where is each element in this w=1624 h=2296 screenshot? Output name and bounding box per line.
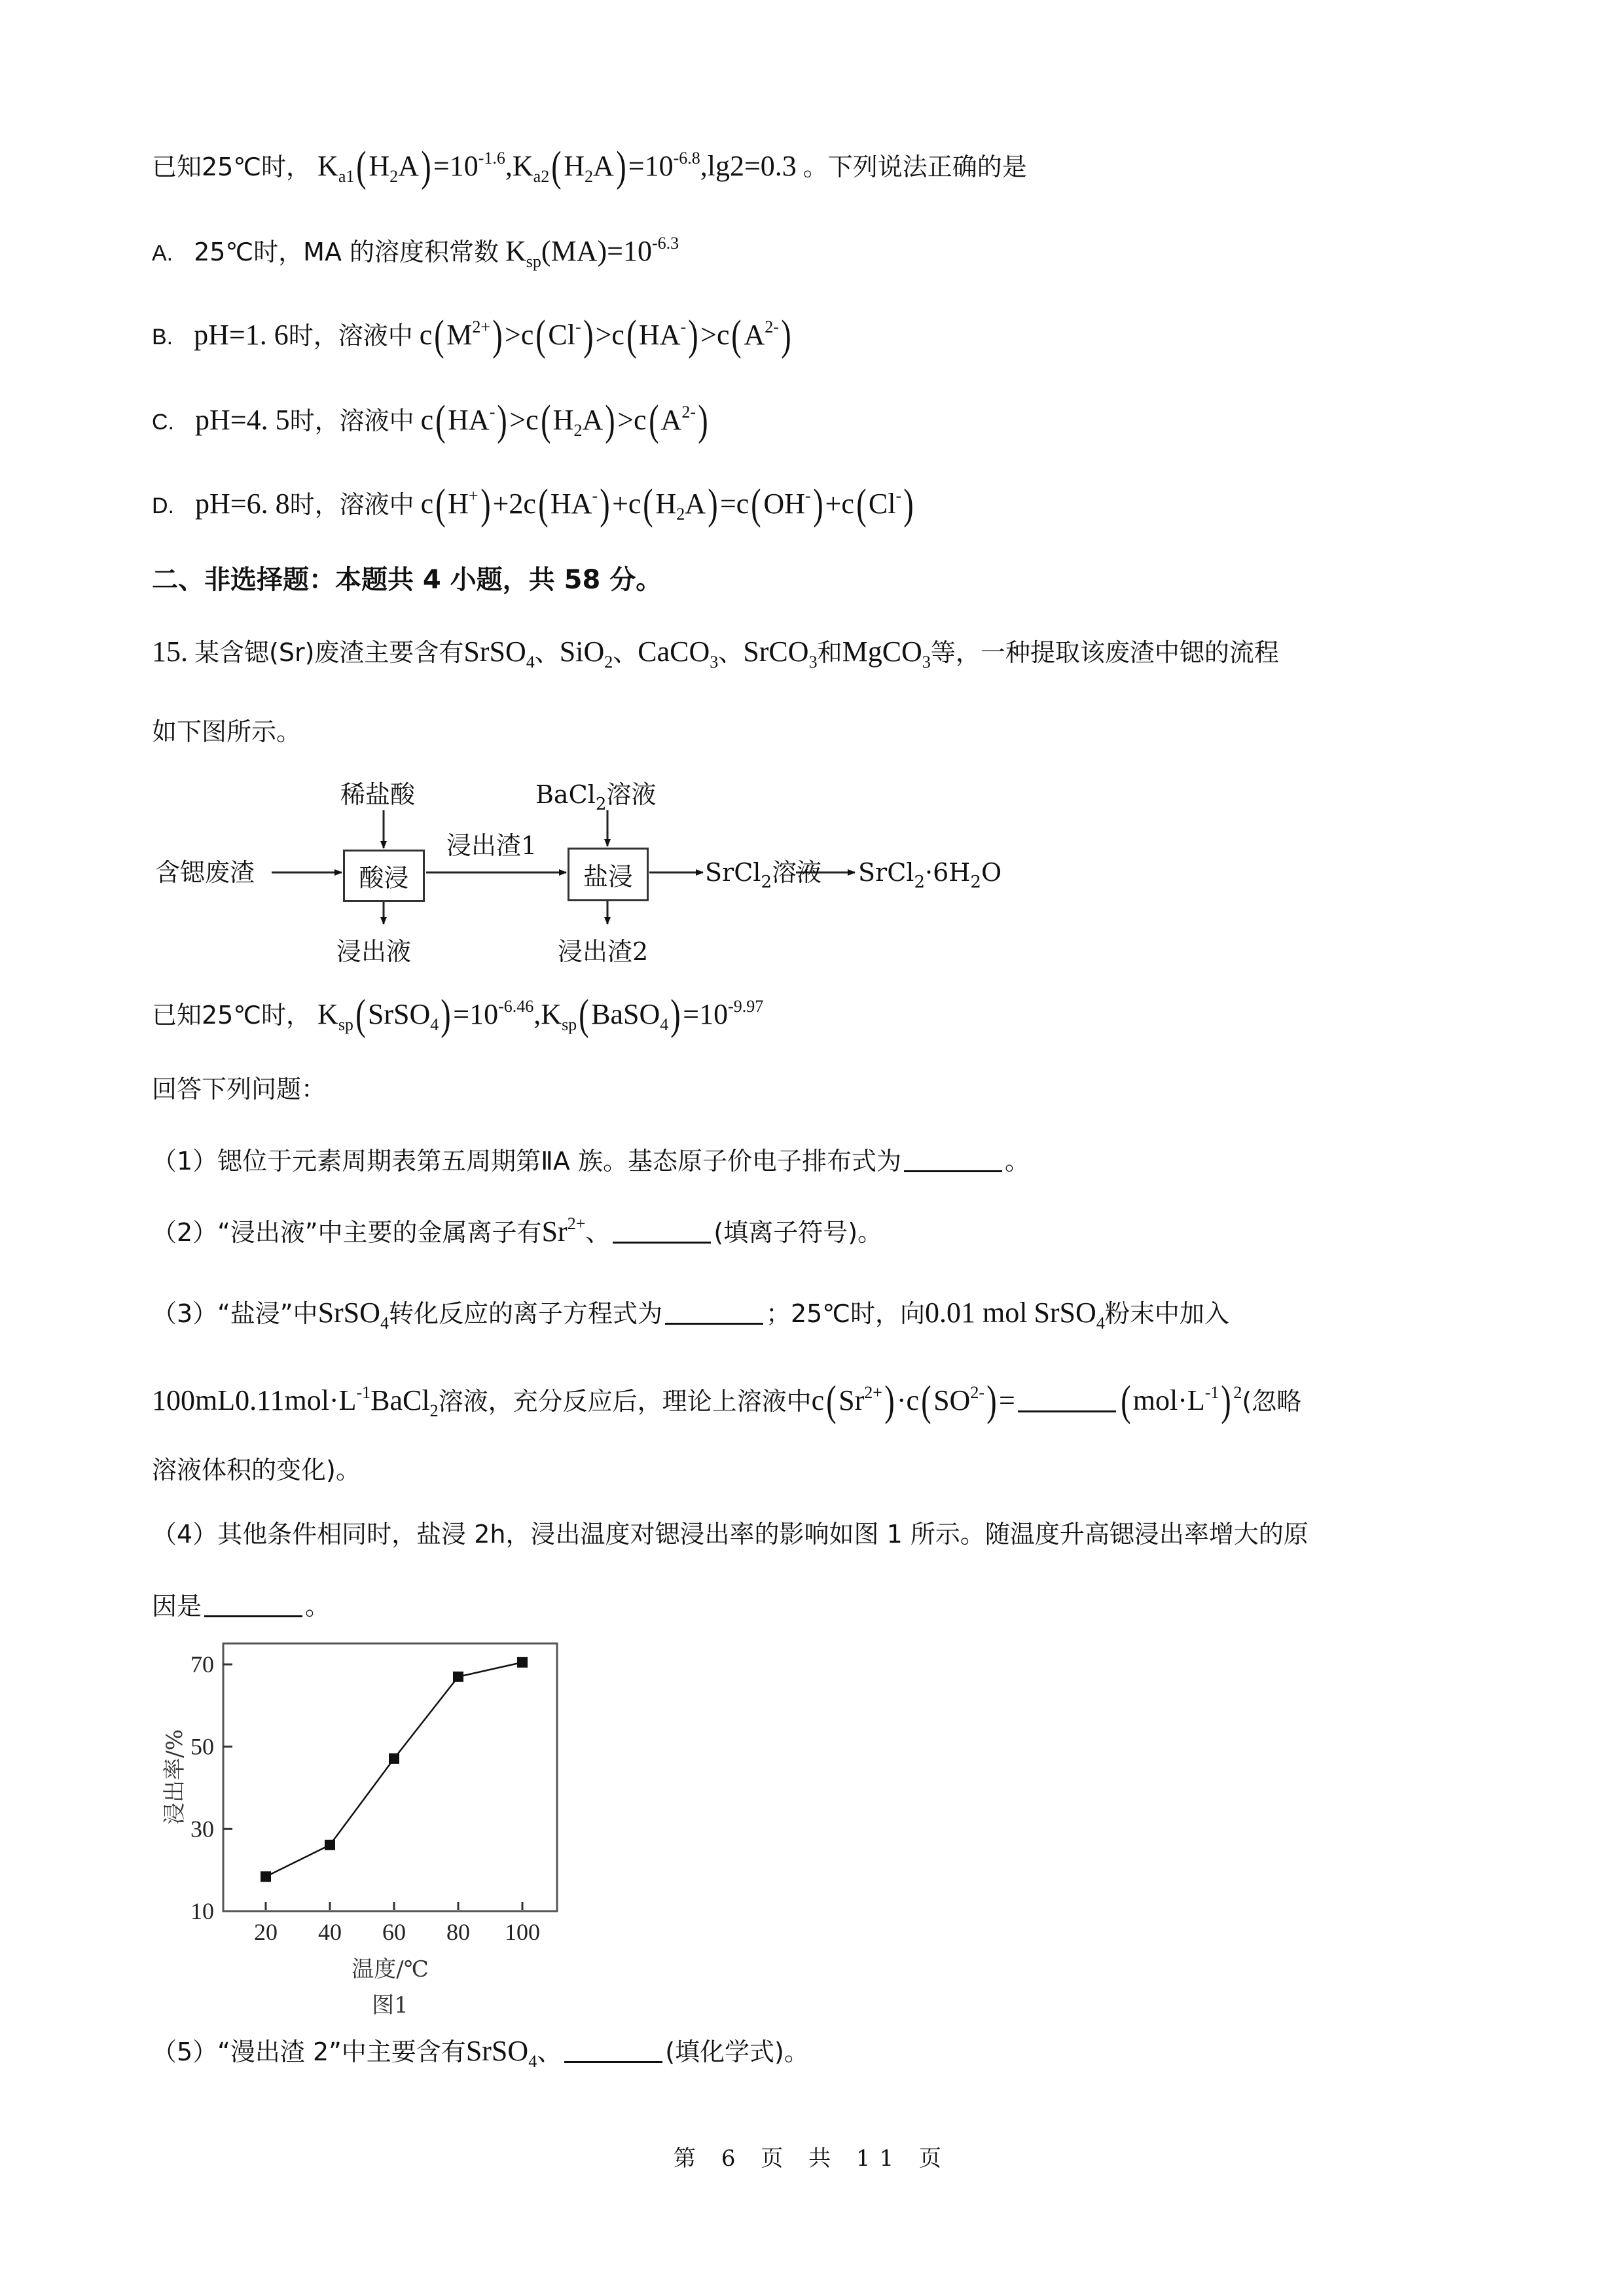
ph-value: pH=4. 5 [195,404,290,436]
ph-value: pH=6. 8 [195,488,290,520]
stem-text: 等，一种提取该废渣中锶的流程 [930,638,1279,667]
chart-frame [223,1643,557,1911]
punct: 、 [537,2037,562,2066]
answer-blank[interactable] [665,1297,763,1325]
data-point-marker [453,1672,463,1682]
option-text: 时，溶液中 [289,406,414,435]
x-tick-label: 20 [254,1919,278,1945]
known-ksp [152,991,764,1039]
x-tick-label: 40 [318,1919,342,1945]
sub-question-text: （5）“漫出渣 2”中主要含有 [152,2037,466,2066]
salt-leach-label: 盐浸 [583,862,633,891]
flow-residue1: 浸出渣1 [446,831,537,860]
sr-ion: $Sr^{2+}$ [541,1214,586,1247]
ka1-expr: $K_{a1}(H_2A)=10^{-1.6}$ [317,143,505,190]
sub-question-text: 溶液，充分反应后，理论上溶液中 [438,1387,812,1416]
x-tick-label: 100 [505,1919,540,1945]
x-axis-label: 温度/℃ [352,1956,429,1982]
option-d[interactable] [152,480,916,528]
flow-srcl2-solution: SrCl$_2$溶液 [705,858,821,892]
data-point-marker [325,1840,335,1850]
bacl2-solution: $100mL0.11mol\cdot L^{-1}BaCl_2$ [152,1383,439,1420]
known-prefix: 已知25℃时， [152,1001,312,1030]
leaching-rate-chart [151,1630,583,2022]
question-number: 15. [152,636,188,668]
punct: 。 [1004,1147,1030,1175]
y-tick-label: 70 [190,1651,214,1677]
option-c[interactable] [152,397,710,444]
formula-srso4: SrSO$_4$ [317,1297,389,1333]
q15-stem-line2: 如下图所示。 [152,717,302,746]
flow-product: $SrCl_2\cdot 6H_2O$ [858,858,1002,892]
sub-question-4-line2 [152,1587,330,1626]
sub-question-text: 粉末中加入 [1104,1299,1229,1328]
series-line [266,1662,522,1876]
option-b[interactable] [152,312,793,359]
option-letter: B. [152,325,173,350]
flow-leachate: 浸出液 [336,937,412,966]
formula-srso4: SrSO$_4$ [1034,1297,1105,1333]
unit-expr: $(mol\cdot L^{-1})$ $^2$ [1121,1377,1242,1425]
y-axis-ticks [190,1651,232,1924]
ksp-expr: $K_{sp}(SrSO_4)=10^{-6.46},K_{sp}(BaSO_4)=10^{-9.97}$ [317,991,764,1039]
answer-prompt: 回答下列问题： [152,1075,327,1103]
acid-leach-label: 酸浸 [359,863,409,893]
page-footer: 第 6 页 共 11 页 [674,2145,950,2172]
sub-question-2 [152,1212,882,1252]
question-intro [152,143,1027,190]
compound-list: SrSO$_4$、SiO$_2$、CaCO$_3$、SrCO$_3$和MgCO$_3$ [463,636,931,672]
salt-leach-box [568,848,649,901]
ksp-ma-expr: $K_{sp}(MA)=10^{-6.3}$ [505,234,679,271]
y-axis-label: 浸出率/% [162,1729,188,1825]
sub-question-3-line3: 溶液体积的变化)。 [152,1456,361,1484]
sub-question-text: 因是 [152,1592,202,1621]
data-point-marker [389,1753,399,1764]
chart-title: 图1 [372,1992,408,2018]
answer-blank[interactable] [1018,1384,1116,1412]
stem-text: 某含锶(Sr)废渣主要含有 [194,638,464,667]
answer-blank[interactable] [904,1144,1002,1172]
amount: 0.01 mol [924,1297,1028,1329]
sub-question-text: （2）“浸出液”中主要的金属离子有 [152,1218,542,1247]
sub-question-text: 转化反应的离子方程式为 [388,1299,662,1328]
acid-leach-box [343,850,425,902]
data-point-marker [261,1871,271,1882]
sub-question-text: （1）锶位于元素周期表第五周期第ⅡA 族。基态原子价电子排布式为 [152,1147,901,1175]
data-point-marker [517,1657,528,1668]
flow-reagent-bacl2: BaCl$_2$溶液 [535,780,657,814]
q15-stem-line1 [152,632,1279,672]
sub-question-tail: (填离子符号)。 [713,1218,883,1247]
answer-blank[interactable] [613,1215,711,1244]
section-heading: 二、非选择题：本题共 4 小题，共 58 分。 [152,565,662,595]
y-tick-label: 10 [190,1898,214,1924]
sub-question-text: ；25℃时，向 [765,1299,925,1328]
flow-reagent-hcl: 稀盐酸 [340,780,416,809]
sub-question-3-line2 [152,1377,1302,1425]
option-letter: A. [152,241,173,266]
option-text: 时，溶液中 [288,321,413,350]
x-axis-ticks [254,1902,540,1945]
option-letter: D. [152,493,174,518]
formula-srso4: SrSO$_4$ [465,2035,537,2071]
concentration-expr: $c(M^{2+})>c(Cl^-)>c(HA^-)>c(A^{2-})$ [419,312,791,359]
ph-value: pH=1. 6 [194,319,289,351]
ka2-expr: $,K_{a2}(H_2A)=10^{-6.8},\lg 2=0.3$ [505,143,797,190]
x-tick-label: 60 [382,1919,406,1945]
punct: 、 [585,1218,611,1247]
intro-suffix: 。下列说法正确的是 [803,152,1027,181]
flow-input: 含锶废渣 [155,858,255,887]
flow-residue2: 浸出渣2 [558,937,649,966]
sub-question-3 [152,1293,1229,1333]
ion-product-expr: $c(Sr^{2+})\cdot c(SO^{2-})=$ [811,1377,1015,1425]
sub-question-1 [152,1141,1030,1181]
option-text: 时，溶液中 [289,490,414,519]
sub-question-4: （4）其他条件相同时，盐浸 2h，浸出温度对锶浸出率的影响如图 1 所示。随温度升高锶浸出率增大的原 [152,1520,1308,1549]
intro-prefix: 已知25℃时， [152,152,312,181]
punct: 。 [305,1592,331,1621]
y-tick-label: 50 [190,1733,214,1760]
option-letter: C. [152,410,174,435]
sub-question-text: (忽略 [1242,1387,1302,1416]
option-a[interactable] [152,232,679,273]
series-markers [261,1657,528,1882]
answer-blank[interactable] [204,1589,302,1617]
sub-question-tail: (填化学式)。 [665,2037,809,2066]
y-tick-label: 30 [190,1816,214,1842]
concentration-expr: $c(HA^-)>c(H_2A)>c(A^{2-})$ [420,397,708,444]
option-text: 25℃时，MA 的溶度积常数 [194,238,499,266]
sub-question-5 [152,2032,809,2072]
concentration-expr: $c(H^+)+2c(HA^-)+c(H_2A)=c(OH^-)+c(Cl^-)$ [420,480,914,528]
answer-blank[interactable] [564,2035,662,2063]
sub-question-text: （3）“盐浸”中 [152,1299,318,1328]
x-tick-label: 80 [446,1919,470,1945]
